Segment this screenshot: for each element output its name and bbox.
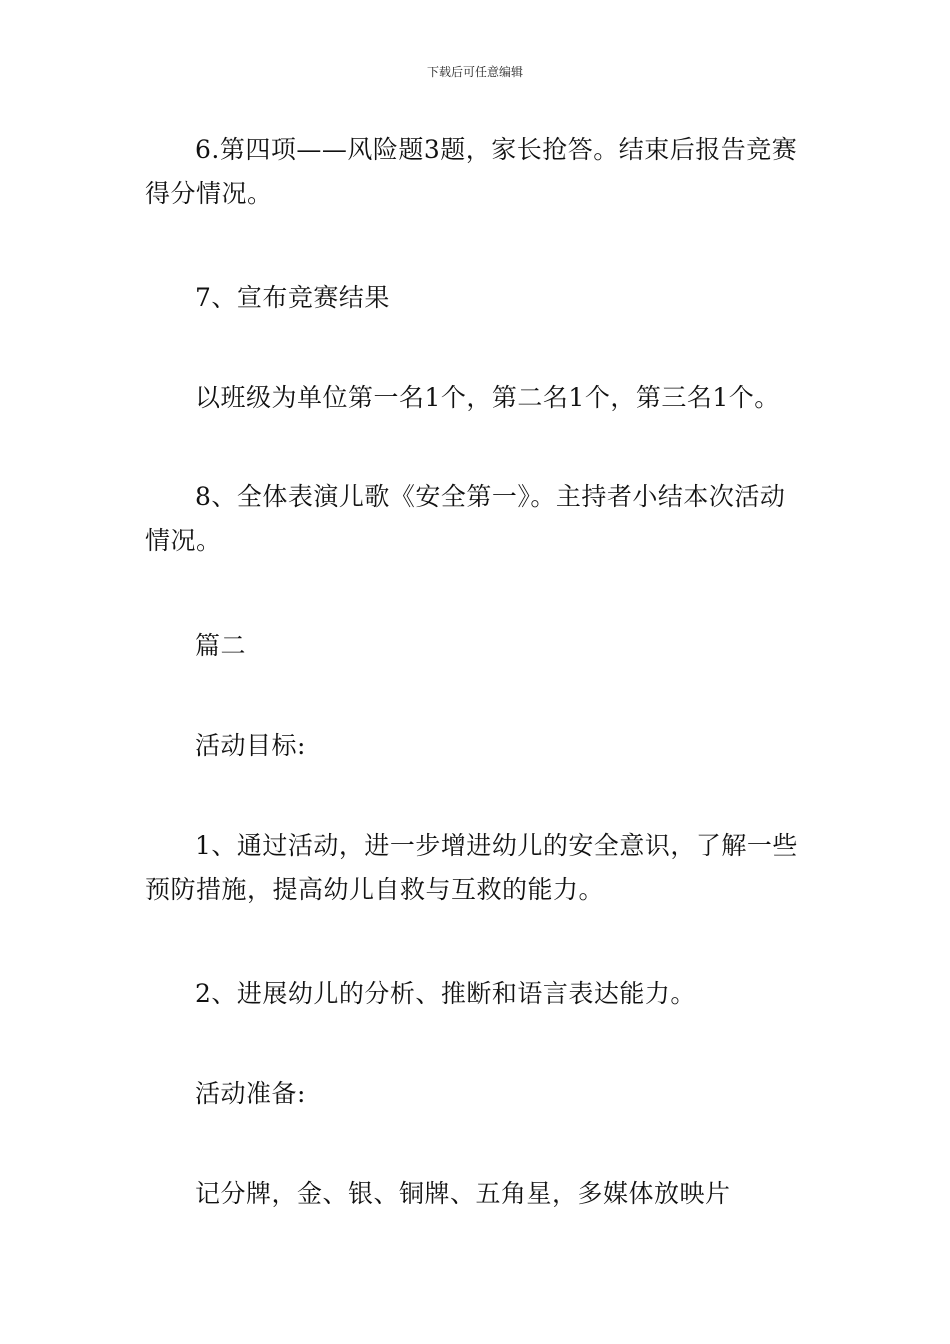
paragraph-item-6: 6.第四项——风险题3题，家长抢答。结束后报告竞赛得分情况。 [145, 135, 798, 208]
paragraph-goal-1: 1、通过活动，进一步增进幼儿的安全意识，了解一些预防措施，提高幼儿自救与互救的能力。 [145, 831, 798, 904]
page-header: 下载后可任意编辑 [426, 65, 523, 79]
heading-activity-preparation: 活动准备: [195, 1079, 306, 1108]
section-heading-part-two: 篇二 [195, 631, 247, 660]
heading-activity-goals: 活动目标: [195, 731, 306, 760]
paragraph-ranking: 以班级为单位第一名1个，第二名1个，第三名1个。 [195, 383, 780, 412]
paragraph-announce-results: 7、宣布竞赛结果 [195, 283, 390, 312]
paragraph-materials: 记分牌，金、银、铜牌、五角星，多媒体放映片 [195, 1179, 731, 1208]
paragraph-item-8: 8、全体表演儿歌《安全第一》。主持者小结本次活动情况。 [145, 482, 786, 555]
paragraph-goal-2: 2、进展幼儿的分析、推断和语言表达能力。 [195, 979, 696, 1008]
